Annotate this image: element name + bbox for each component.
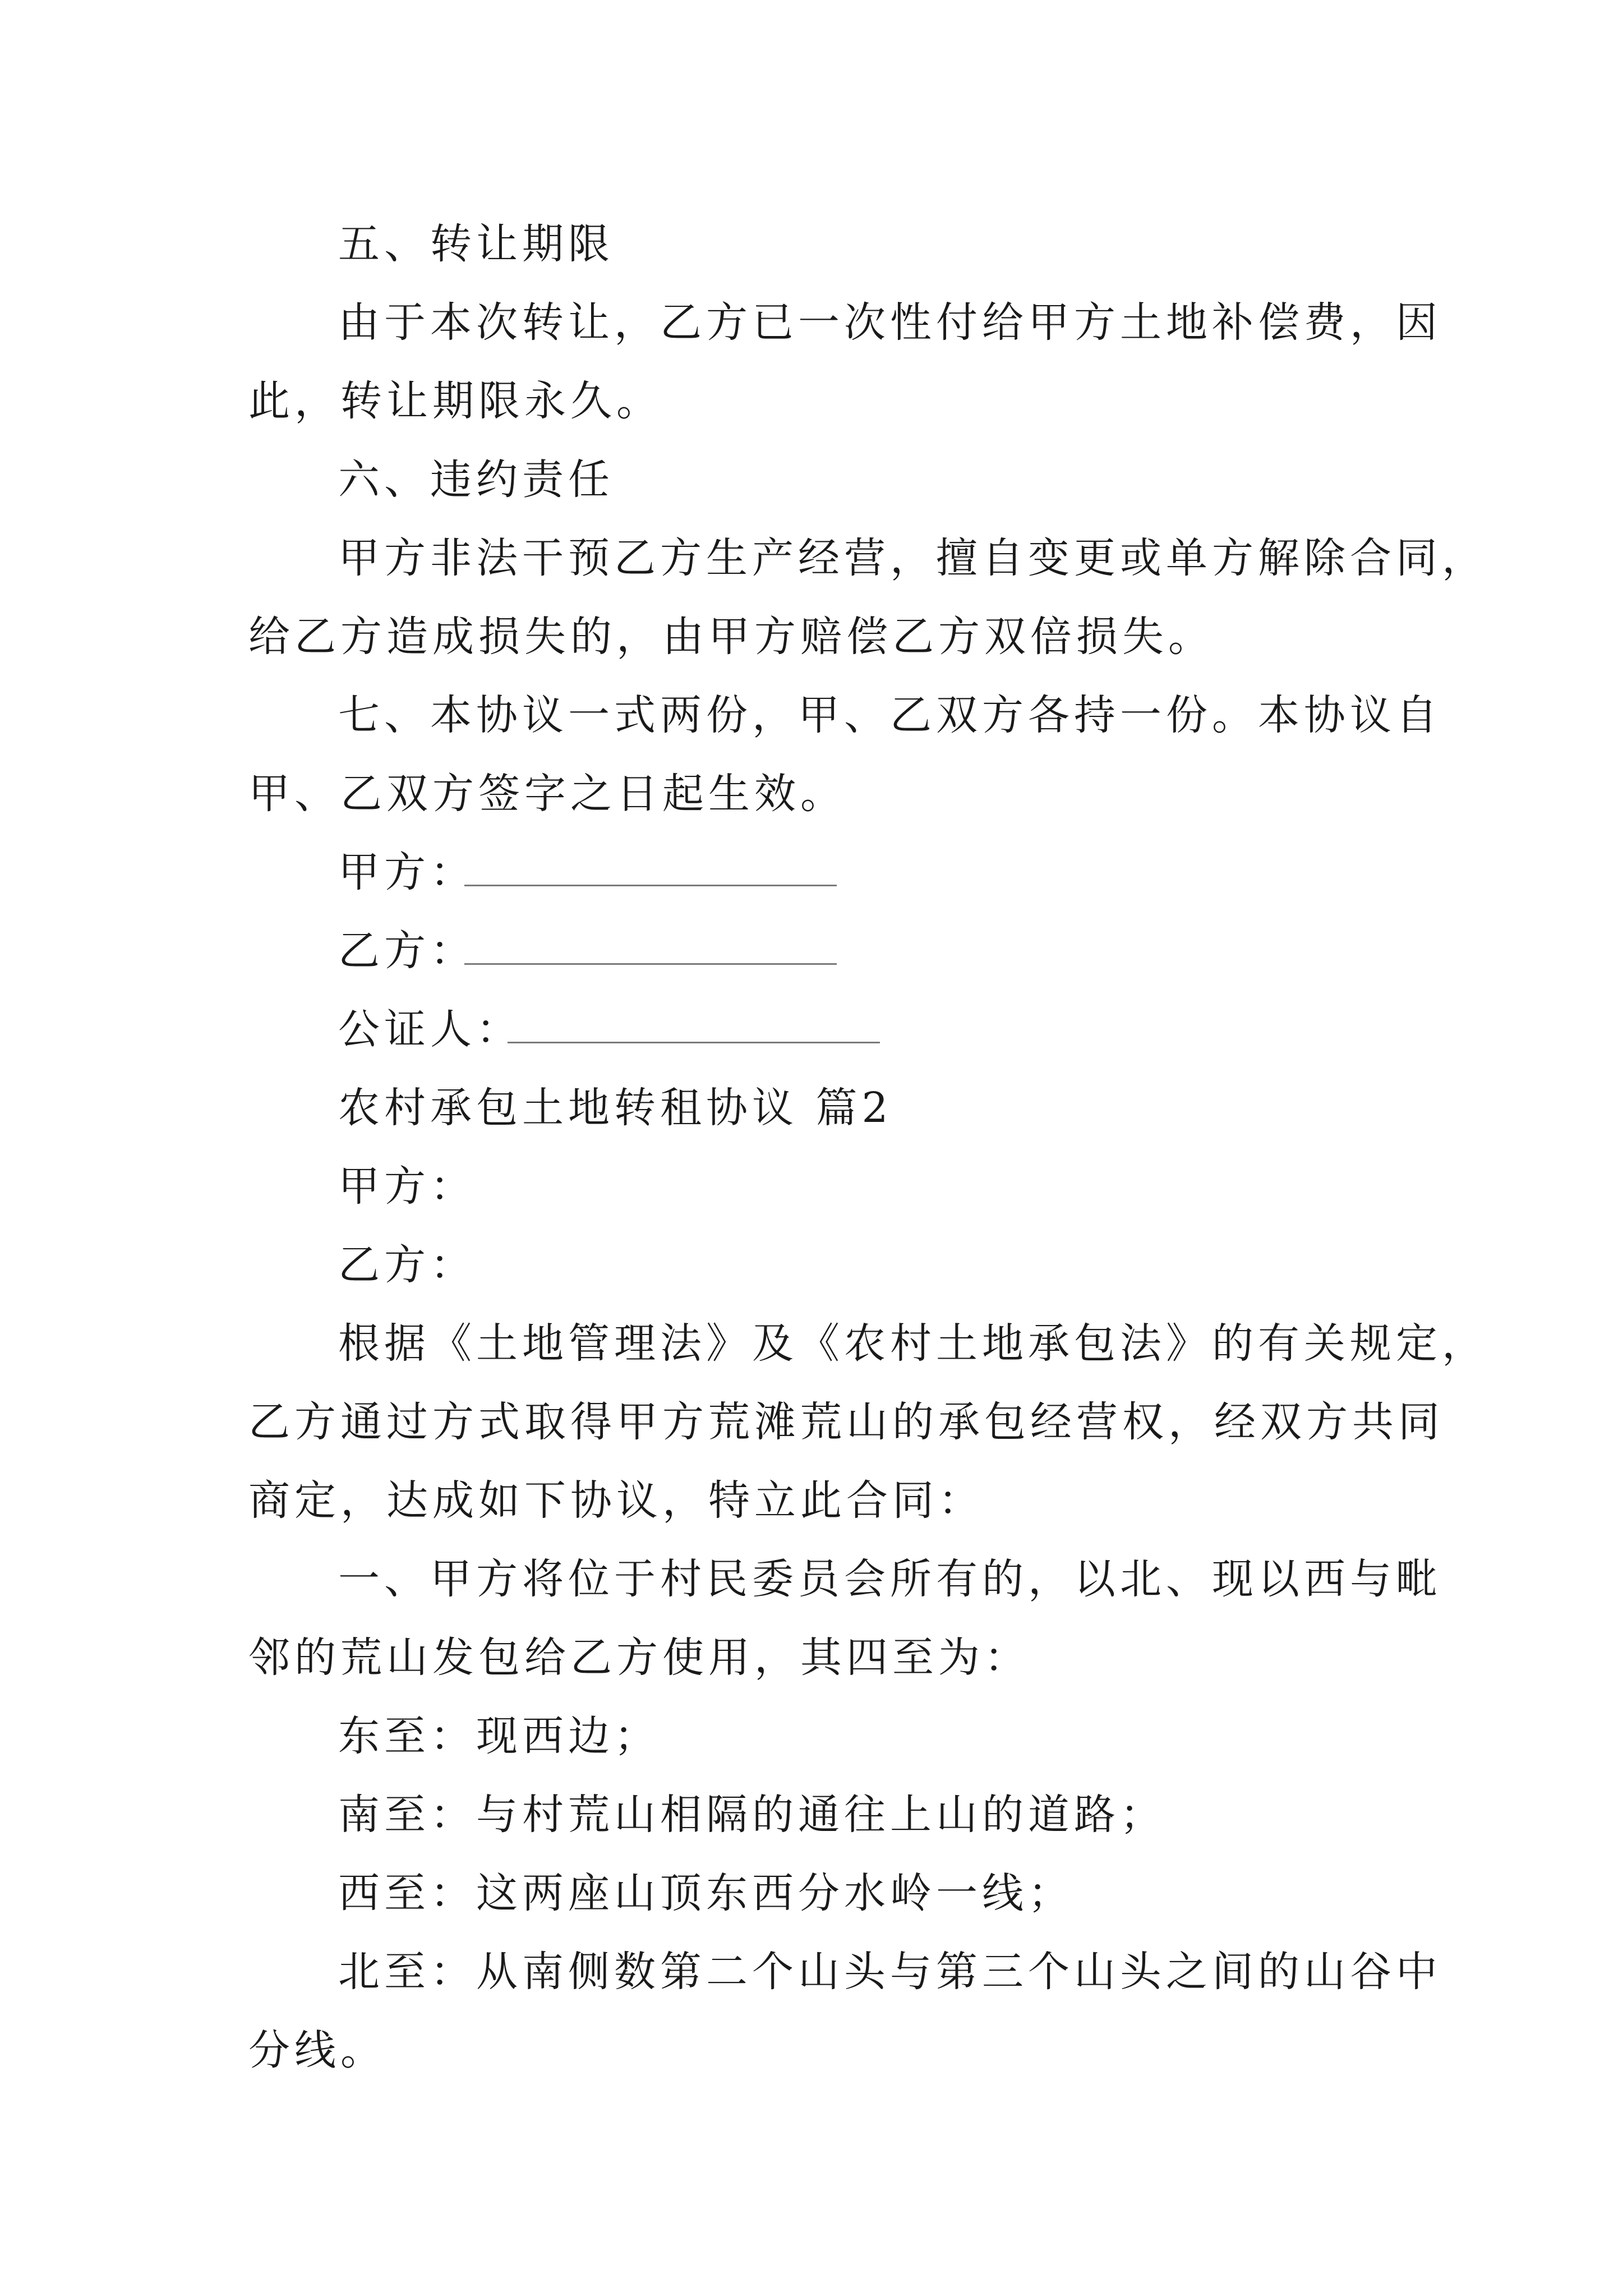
text-line: 五、转让期限 (338, 220, 614, 268)
text-line: 商定，达成如下协议，特立此合同： (248, 1476, 984, 1525)
text-line: 一、甲方将位于村民委员会所有的，以北、现以西与毗 (338, 1555, 1442, 1603)
text-line: 六、违约责任 (338, 455, 614, 504)
notary-signature-line (508, 1042, 880, 1043)
boundary-north-cont (0, 2011, 1623, 2090)
text-line: 甲方： (338, 1162, 476, 1211)
paragraph-breach (0, 519, 1623, 597)
paragraph-legal-basis-cont2 (0, 1461, 1623, 1540)
section-heading-transfer-term (0, 205, 1623, 283)
paragraph-transfer-term-cont (0, 362, 1623, 440)
text-line: 由于本次转让，乙方已一次性付给甲方土地补偿费，因 (338, 298, 1442, 347)
text-line: 此，转让期限永久。 (248, 377, 662, 425)
signature-party-a (0, 833, 1623, 912)
notary-label: 公证人： (338, 1005, 522, 1053)
paragraph-transfer-term (0, 283, 1623, 362)
signature-notary (0, 990, 1623, 1069)
text-line: 七、本协议一式两份，甲、乙双方各持一份。本协议自 (338, 691, 1442, 739)
text-line: 东至：现西边； (338, 1712, 660, 1760)
boundary-west (0, 1854, 1623, 1932)
text-line: 南至：与村荒山相隔的通往上山的道路； (338, 1791, 1166, 1839)
article-2-title (0, 1069, 1623, 1147)
boundary-south (0, 1775, 1623, 1854)
text-line: 乙方： (338, 1241, 476, 1289)
text-line: 根据《土地管理法》及《农村土地承包法》的有关规定， (338, 1319, 1488, 1368)
paragraph-clause-1 (0, 1540, 1623, 1618)
boundary-east (0, 1697, 1623, 1775)
party-b-signature-line (464, 963, 837, 965)
text-line: 给乙方造成损失的，由甲方赔偿乙方双倍损失。 (248, 613, 1214, 661)
paragraph-legal-basis-cont (0, 1383, 1623, 1461)
paragraph-copies-cont (0, 754, 1623, 833)
party-a-label: 甲方： (338, 848, 476, 896)
article-2-party-a (0, 1147, 1623, 1226)
text-line: 西至：这两座山顶东西分水岭一线； (338, 1869, 1074, 1917)
signature-party-b (0, 912, 1623, 990)
boundary-north (0, 1932, 1623, 2011)
text-line: 分线。 (248, 2026, 386, 2074)
text-line: 乙方通过方式取得甲方荒滩荒山的承包经营权，经双方共同 (248, 1398, 1444, 1446)
paragraph-copies (0, 676, 1623, 754)
party-a-signature-line (464, 885, 837, 886)
article-2-party-b (0, 1226, 1623, 1304)
text-line: 甲方非法干预乙方生产经营，擅自变更或单方解除合同， (338, 534, 1488, 582)
paragraph-breach-cont (0, 597, 1623, 676)
text-line: 邻的荒山发包给乙方使用，其四至为： (248, 1634, 1030, 1682)
party-b-label: 乙方： (338, 927, 476, 975)
text-line: 农村承包土地转租协议 篇2 (338, 1084, 893, 1132)
section-heading-breach (0, 440, 1623, 519)
text-line: 北至：从南侧数第二个山头与第三个山头之间的山谷中 (338, 1948, 1442, 1996)
text-line: 甲、乙双方签字之日起生效。 (248, 770, 846, 818)
paragraph-clause-1-cont (0, 1618, 1623, 1697)
paragraph-legal-basis (0, 1304, 1623, 1383)
